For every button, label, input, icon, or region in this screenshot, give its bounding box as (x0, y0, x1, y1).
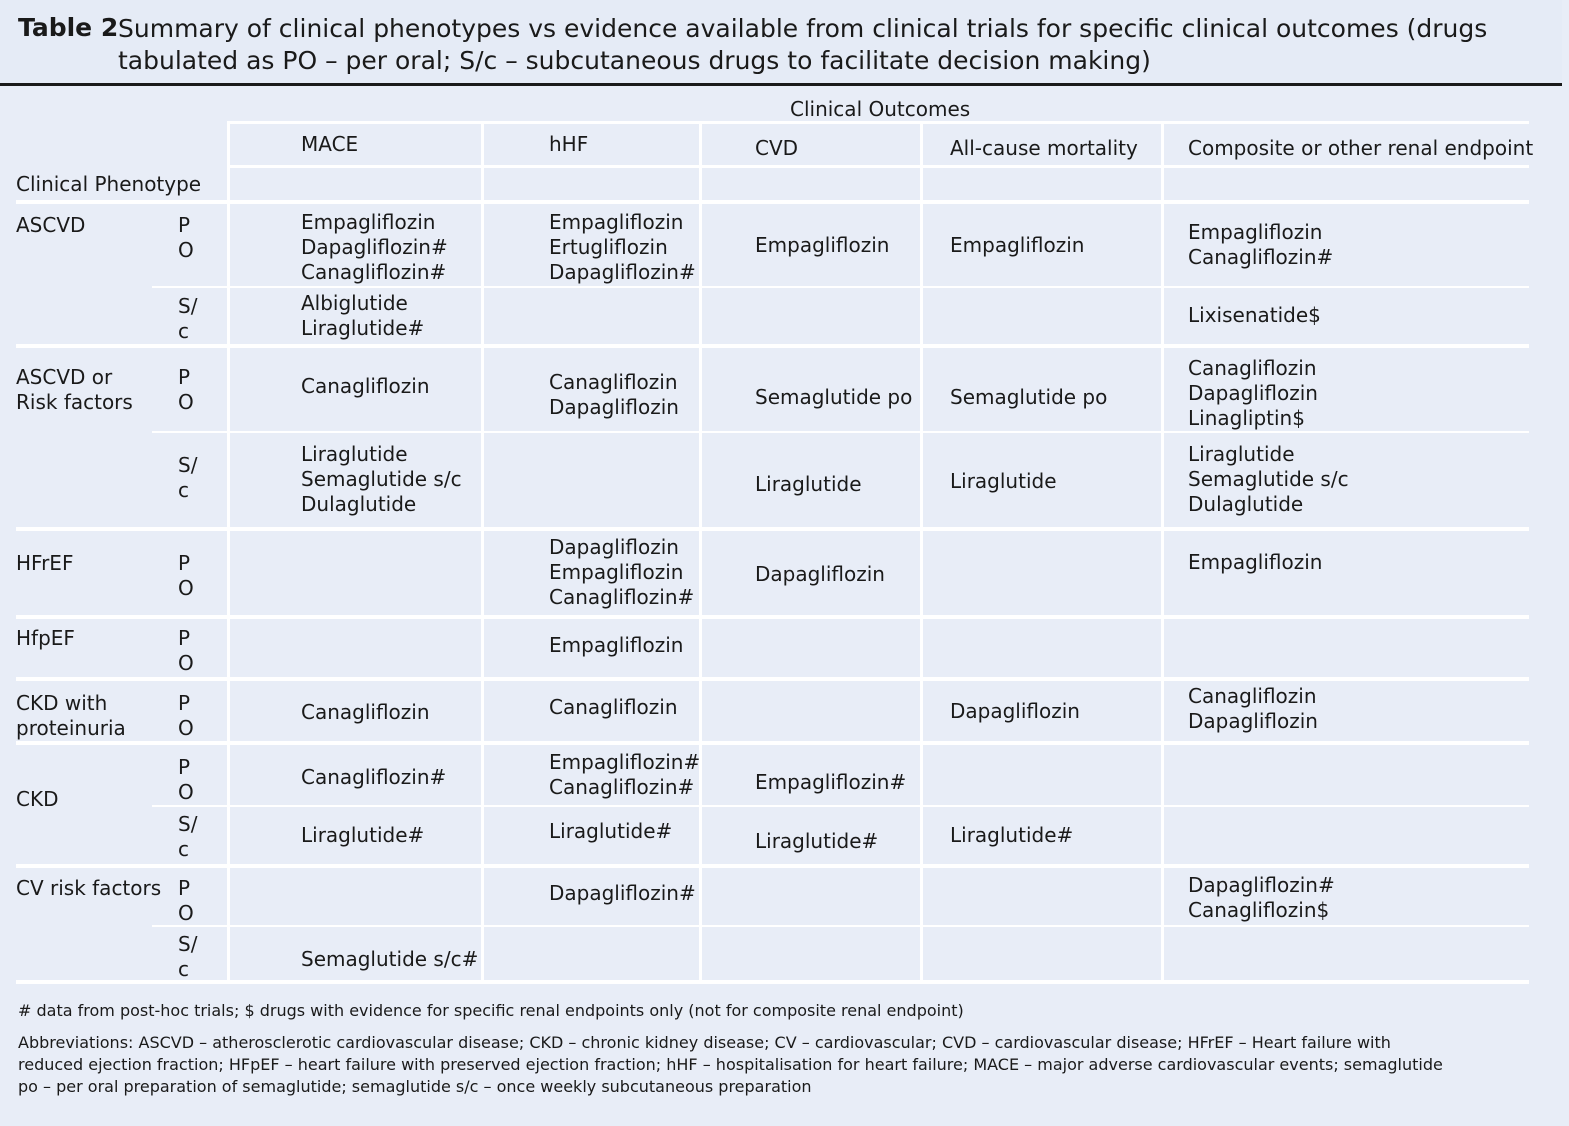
table-cell: Canagliflozin# (301, 765, 447, 789)
phenotype-name: CV risk factors (16, 876, 162, 900)
table-cell: Dapagliflozin# (549, 260, 696, 284)
table-cell: Empagliflozin (1188, 550, 1323, 574)
table-cell: Liraglutide (301, 442, 408, 466)
table-cell: Liraglutide (755, 472, 862, 496)
table-cell: Canagliflozin# (301, 260, 447, 284)
route-label-po: P (178, 755, 191, 779)
table-cell: Liraglutide# (549, 819, 673, 843)
table-cell: Canagliflozin (549, 370, 678, 394)
route-label-sc: c (178, 319, 189, 343)
table-cell: Ertugliflozin (549, 235, 668, 259)
header-bottom-rule (16, 200, 1529, 204)
table-cell: Canagliflozin$ (1188, 898, 1330, 922)
table-cell: Dapagliflozin# (549, 881, 696, 905)
route-label-po: O (178, 716, 194, 740)
phenotype-separator (16, 677, 1529, 681)
route-label-sc: S/ (178, 932, 198, 956)
route-label-sc: S/ (178, 294, 198, 318)
phenotype-name: CKD with (16, 691, 108, 715)
table-cell: Empagliflozin (755, 233, 890, 257)
table-cell: Dapagliflozin (1188, 381, 1318, 405)
route-label-sc: c (178, 837, 189, 861)
table-cell: Dapagliflozin (950, 699, 1080, 723)
column-separator (1161, 121, 1164, 980)
route-separator (152, 286, 1529, 288)
phenotype-separator (16, 741, 1529, 745)
table-cell: Empagliflozin# (549, 750, 701, 774)
route-label-sc: S/ (178, 453, 198, 477)
column-header: All-cause mortality (950, 136, 1138, 160)
phenotype-name: HfpEF (16, 626, 75, 650)
phenotype-separator (16, 344, 1529, 348)
table-cell: Liraglutide# (950, 823, 1074, 847)
table-cell: Dapagliflozin# (1188, 873, 1335, 897)
phenotype-separator (16, 864, 1529, 868)
table-cell: Empagliflozin (549, 210, 684, 234)
route-label-po: O (178, 651, 194, 675)
table-cell: Semaglutide s/c# (301, 947, 479, 971)
phenotype-separator (16, 615, 1529, 619)
route-label-po: P (178, 876, 191, 900)
route-separator (152, 805, 1529, 807)
table-cell: Liraglutide# (301, 316, 425, 340)
table-cell: Semaglutide s/c (301, 467, 462, 491)
table-cell: Canagliflozin (549, 695, 678, 719)
phenotype-name: Risk factors (16, 390, 133, 414)
table-cell: Canagliflozin# (549, 585, 695, 609)
table-cell: Linagliptin$ (1188, 406, 1305, 430)
table-cell: Empagliflozin (549, 633, 684, 657)
group-header-rule (227, 121, 1529, 124)
table-cell: Liraglutide (950, 469, 1057, 493)
table-cell: Canagliflozin# (1188, 245, 1334, 269)
table-caption-text: Summary of clinical phenotypes vs evidence available from clinical trials for specific clinical outcomes (drugs tabulated as PO – per oral; S/c – subcutaneous drugs to facilitate decision making) (118, 14, 1488, 75)
route-label-po: P (178, 691, 191, 715)
table-cell: Dapagliflozin (549, 535, 679, 559)
route-label-sc: S/ (178, 812, 198, 836)
route-label-po: P (178, 551, 191, 575)
route-label-sc: c (178, 957, 189, 981)
table-cell: Albiglutide (301, 291, 408, 315)
column-header-rule (227, 165, 1529, 168)
table-label: Table 2 (18, 13, 119, 42)
column-header: CVD (755, 136, 799, 160)
table-cell: Dapagliflozin# (301, 235, 448, 259)
route-label-sc: c (178, 478, 189, 502)
phenotype-name: HFrEF (16, 551, 74, 575)
table-cell: Canagliflozin (301, 374, 430, 398)
table-cell: Empagliflozin (1188, 220, 1323, 244)
column-separator (481, 121, 484, 980)
table-cell: Empagliflozin (549, 560, 684, 584)
column-header: hHF (549, 132, 589, 156)
table-cell: Liraglutide# (755, 829, 879, 853)
table-cell: Empagliflozin# (755, 770, 907, 794)
group-header-clinical-outcomes: Clinical Outcomes (790, 97, 971, 121)
route-label-po: P (178, 213, 191, 237)
route-separator (152, 925, 1529, 927)
phenotype-name: CKD (16, 787, 59, 811)
table-cell: Semaglutide s/c (1188, 467, 1349, 491)
table-cell: Canagliflozin (1188, 684, 1317, 708)
column-header: MACE (301, 132, 359, 156)
table-cell: Dapagliflozin (755, 562, 885, 586)
route-separator (152, 431, 1529, 433)
table-cell: Canagliflozin (1188, 356, 1317, 380)
route-label-po: O (178, 576, 194, 600)
abbreviations-note: Abbreviations: ASCVD – atherosclerotic cardiovascular disease; CKD – chronic kidney disease; CV – cardiovascular; CVD – cardiovascular disease; HFrEF – Heart failure with reduced ejection fraction; HFpEF – heart failure with preserved ejection fraction; hHF – hospitalisation for heart failure; MACE – major adverse cardiovascular events; semaglutide po – per oral preparation of semaglutide; semaglutide s/c – once weekly subcutaneous preparation (18, 1033, 1443, 1096)
column-separator (699, 121, 702, 980)
table-cell: Semaglutide po (755, 385, 913, 409)
route-label-po: O (178, 390, 194, 414)
table-cell: Dapagliflozin (1188, 709, 1318, 733)
phenotype-separator (16, 980, 1529, 984)
route-label-po: O (178, 901, 194, 925)
column-separator (920, 121, 923, 980)
table-cell: Dulaglutide (1188, 492, 1304, 516)
route-label-po: O (178, 238, 194, 262)
table-cell: Empagliflozin (950, 233, 1085, 257)
route-label-po: P (178, 626, 191, 650)
table-cell: Dapagliflozin (549, 395, 679, 419)
phenotype-name: proteinuria (16, 716, 126, 740)
table-cell: Semaglutide po (950, 385, 1108, 409)
table-cell: Canagliflozin (301, 700, 430, 724)
column-separator (227, 121, 230, 980)
table-cell: Liraglutide# (301, 823, 425, 847)
phenotype-separator (16, 527, 1529, 531)
route-label-po: P (178, 365, 191, 389)
footnote: # data from post-hoc trials; $ drugs with evidence for specific renal endpoints only (not for composite renal endpoint) (18, 1001, 964, 1020)
column-header: Composite or other renal endpoint (1188, 136, 1534, 160)
phenotype-header: Clinical Phenotype (16, 172, 202, 196)
route-label-po: O (178, 780, 194, 804)
table-cell: Canagliflozin# (549, 775, 695, 799)
table-cell: Liraglutide (1188, 442, 1295, 466)
phenotype-name: ASCVD or (16, 365, 113, 389)
table-cell: Lixisenatide$ (1188, 303, 1321, 327)
table-cell: Dulaglutide (301, 492, 417, 516)
table-cell: Empagliflozin (301, 210, 436, 234)
phenotype-name: ASCVD (16, 213, 86, 237)
